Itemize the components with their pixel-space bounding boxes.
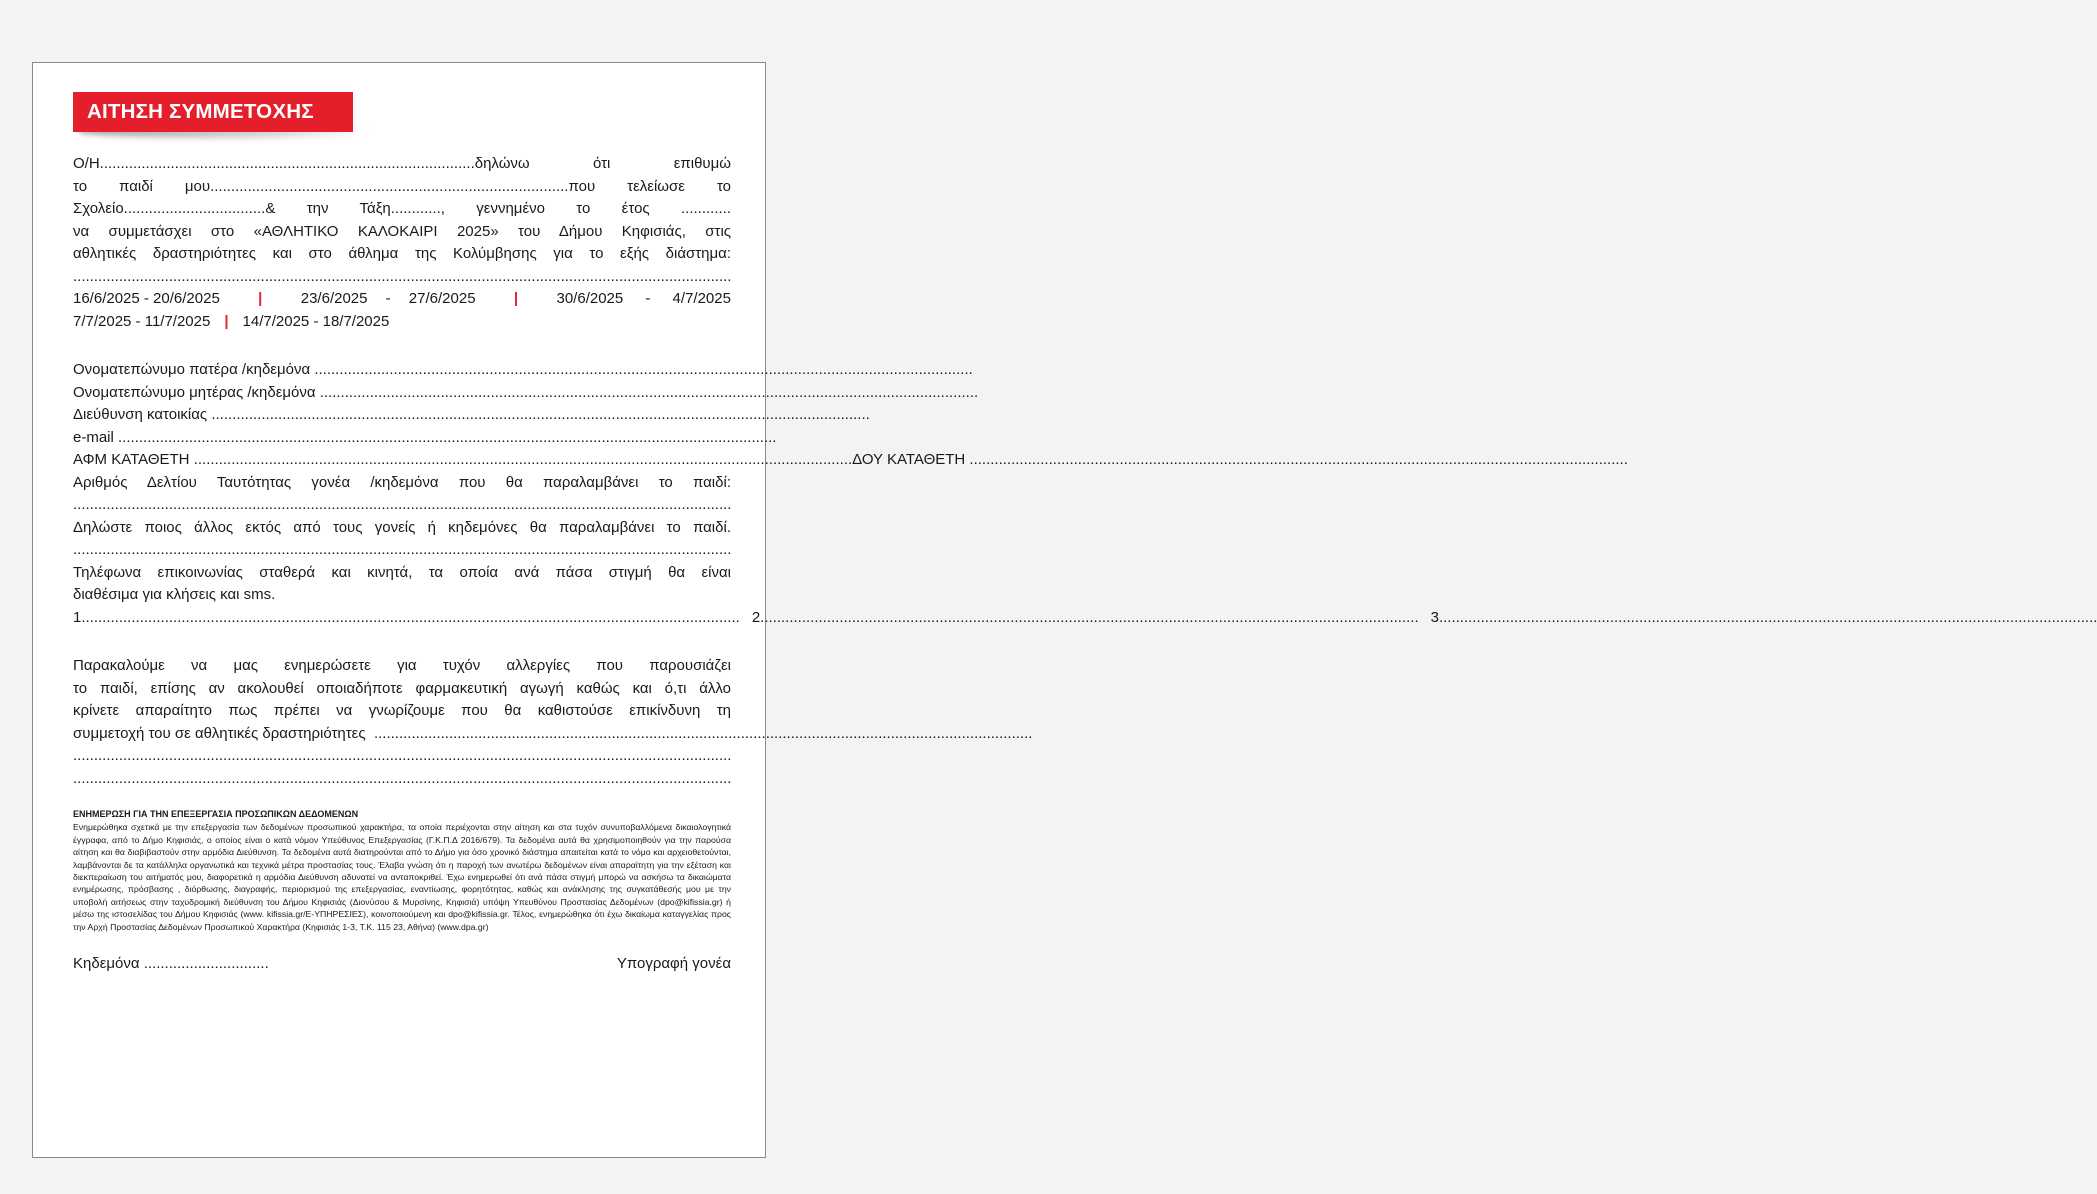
mother-name-field[interactable] <box>73 382 979 405</box>
dotted-fill[interactable]: .............................................................................................................................................................. <box>211 406 870 423</box>
doy-dotted-fill[interactable]: .............................................................................................................................................................. <box>969 451 1628 468</box>
school-class-line[interactable]: Σχολείο..................................& την Τάξη............, γεννημένο το έτος ............ <box>73 200 731 217</box>
doy-label: ΔΟΥ ΚΑΤΑΘΕΤΗ <box>852 451 966 468</box>
period-option[interactable]: 23/6/2025 - 27/6/2025 <box>300 290 476 307</box>
afm-dotted-fill[interactable]: .............................................................................................................................................................. <box>193 451 853 468</box>
dotted-fill[interactable]: .............................................................................................................................................................. <box>373 724 1033 742</box>
allergy-label: συμμετοχή του σε αθλητικές δραστηριότητες <box>73 724 366 742</box>
period-option[interactable]: 30/6/2025 - 4/7/2025 <box>556 290 731 307</box>
tax-field-row <box>73 449 1628 472</box>
email-field[interactable] <box>73 427 777 450</box>
parent-signature-label: Υπογραφή γονέα <box>616 955 731 973</box>
dotted-line: .............................................................................................................................................................. <box>73 267 732 285</box>
period-separator: | <box>224 312 229 330</box>
allergy-text: κρίνετε απαραίτητο πως πρέπει να γνωρίζουμε που θα καθιστούσε επικίνδυνη τη <box>73 702 731 719</box>
gdpr-title: ΕΝΗΜΕΡΩΣΗ ΓΙΑ ΤΗΝ ΕΠΕΞΕΡΓΑΣΙΑ ΠΡΟΣΩΠΙΚΩΝ ΔΕΔΟΜΕΝΩΝ <box>73 809 359 819</box>
dotted-fill[interactable]: .............................................................................................................................................................. <box>319 383 979 401</box>
phones-label: Τηλέφωνα επικοινωνίας σταθερά και κινητά, τα οποία ανά πάσα στιγμή θα είναι <box>73 563 731 581</box>
allergy-field[interactable] <box>73 723 1033 746</box>
phone-number-3: 3 <box>1430 608 1439 626</box>
father-name-field[interactable] <box>73 359 973 382</box>
guardian-signature-field[interactable]: Κηδεμόνα .............................. <box>73 955 269 973</box>
address-field[interactable] <box>73 404 870 427</box>
gdpr-notice <box>73 808 731 933</box>
periods-row <box>73 311 731 334</box>
program-text-line: αθλητικές δραστηριότητες και στο άθλημα της Κολύμβησης για το εξής διάστημα: <box>73 245 731 262</box>
form-title: ΑΙΤΗΣΗ ΣΥΜΜΕΤΟΧΗΣ <box>73 92 353 132</box>
form-page <box>32 62 2097 1158</box>
allergy-text: το παιδί, επίσης αν ακολουθεί οποιαδήποτε φαρμακευτική αγωγή καθώς και ό,τι άλλο <box>73 679 731 697</box>
phone-1-dotted[interactable]: .............................................................................................................................................................. <box>81 608 740 626</box>
period-separator: | <box>258 290 263 307</box>
period-option[interactable]: 14/7/2025 - 18/7/2025 <box>242 312 390 330</box>
allergy-text: Παρακαλούμε να μας ενημερώσετε για τυχόν αλλεργίες που παρουσιάζει <box>73 657 731 674</box>
phones-label: διαθέσιμα για κλήσεις και sms. <box>73 586 276 603</box>
period-option[interactable]: 7/7/2025 - 11/7/2025 <box>73 312 211 330</box>
id-card-label: Αριθμός Δελτίου Ταυτότητας γονέα /κηδεμόνα που θα παραλαμβάνει το παιδί: <box>73 473 731 491</box>
gdpr-body: Ενημερώθηκα σχετικά με την επεξεργασία των δεδομένων προσωπικού χαρακτήρα, τα οποία περιέχονται στην αίτηση και στα τυχόν συνυποβαλλόμενα δικαιολογητικά έγγραφα, από το Δήμο Κηφισιάς, ο οποίος είναι ο κατά νόμον Υπεύθυνος Επεξεργασίας (Γ.Κ.Π.Δ 2016/679). Τα δεδομένα αυτά θα χρησιμοποιηθούν για την παρούσα αίτηση και θα διαβιβαστούν στην αρμόδια Διεύθυνση. Τα δεδομένα αυτά διατηρούνται από το Δήμο για όσο χρονικό διάστημα απαιτείται κατά το νόμο και αρχειοθετούνται, λαμβάνονται δε τα κατάλληλα οργανωτικά και τεχνικά μέτρα προστασίας τους. Έλαβα γνώση ότι η παροχή των ανωτέρω δεδομένων είναι απαραίτητη για την εξέταση και διεκπεραίωση του αιτήματός μου, διαφορετικά η αρμόδια Διεύθυνση αδυνατεί να ανταποκριθεί. Έχω ενημερωθεί ότι ανά πάσα στιγμή μπορώ να ασκήσω τα δικαιώματα ενημέρωσης, πρόσβασης , διόρθωσης, διαγραφής, περιορισμού της επεξεργασίας, εναντίωσης, φορητότητας, καθώς και ανάκλησης της συγκατάθεσής μου με την υποβολή αιτήσεως στην ταχυδρομική διεύθυνση του Δήμου Κηφισιάς (Διονύσου & Μυρσίνης, Κηφισιά) υπόψη Υπευθύνου Προστασίας Δεδομένων (dpo@kifissia.gr) ή μέσω της ιστοσελίδας του Δήμου Κηφισιάς (www. kifissia.gr/Ε-ΥΠΗΡΕΣΙΕΣ), κοινοποιούμενη και dpo@kifissia.gr. Τέλος, ενημερώθηκα ότι έχω δικαίωμα καταγγελίας προς την Αρχή Προστασίας Δεδομένων Προσωπικού Χαρακτήρα (Κηφισιάς 1-3, Τ.Κ. 115 23, Αθήνα) (www.dpa.gr) <box>73 822 731 932</box>
field-label: Ονοματεπώνυμο πατέρα /κηδεμόνα <box>73 361 311 378</box>
period-separator: | <box>513 290 519 307</box>
phone-number-1: 1 <box>73 608 82 626</box>
phone-2-dotted[interactable]: .............................................................................................................................................................. <box>760 608 1419 626</box>
form-content <box>73 153 2097 976</box>
signature-row <box>73 953 731 976</box>
parent-name-line[interactable]: Ο/Η..........................................................................................δηλώνω ότι επιθυμώ <box>73 155 731 172</box>
periods-row <box>73 288 731 311</box>
phone-number-2: 2 <box>751 608 761 626</box>
child-name-line[interactable]: το παιδί μου......................................................................................που τελείωσε το <box>73 177 731 195</box>
phone-3-dotted[interactable]: .............................................................................................................................................................. <box>1438 608 2097 626</box>
afm-label: ΑΦΜ ΚΑΤΑΘΕΤΗ <box>73 451 190 468</box>
period-option[interactable]: 16/6/2025 - 20/6/2025 <box>73 290 220 307</box>
pickup-label: Δηλώστε ποιος άλλος εκτός από τους γονείς ή κηδεμόνες θα παραλαμβάνει το παιδί. <box>73 518 731 536</box>
field-label: Ονοματεπώνυμο μητέρας /κηδεμόνα <box>73 383 316 401</box>
allergy-dotted[interactable]: .............................................................................................................................................................. <box>73 769 732 787</box>
field-label: Διεύθυνση κατοικίας <box>73 406 208 423</box>
phones-row <box>73 607 2097 630</box>
program-text-line: να συμμετάσχει στο «ΑΘΛΗΤΙΚΟ ΚΑΛΟΚΑΙΡΙ 2025» του Δήμου Κηφισιάς, στις <box>73 222 731 240</box>
allergy-dotted[interactable]: .............................................................................................................................................................. <box>73 747 732 764</box>
dotted-fill[interactable]: .............................................................................................................................................................. <box>314 361 973 378</box>
dotted-fill[interactable]: .............................................................................................................................................................. <box>118 428 777 446</box>
field-label: e-mail <box>73 428 114 446</box>
id-card-dotted[interactable]: .............................................................................................................................................................. <box>73 496 732 513</box>
form-title-banner <box>73 92 355 138</box>
pickup-dotted[interactable]: .............................................................................................................................................................. <box>73 541 732 558</box>
